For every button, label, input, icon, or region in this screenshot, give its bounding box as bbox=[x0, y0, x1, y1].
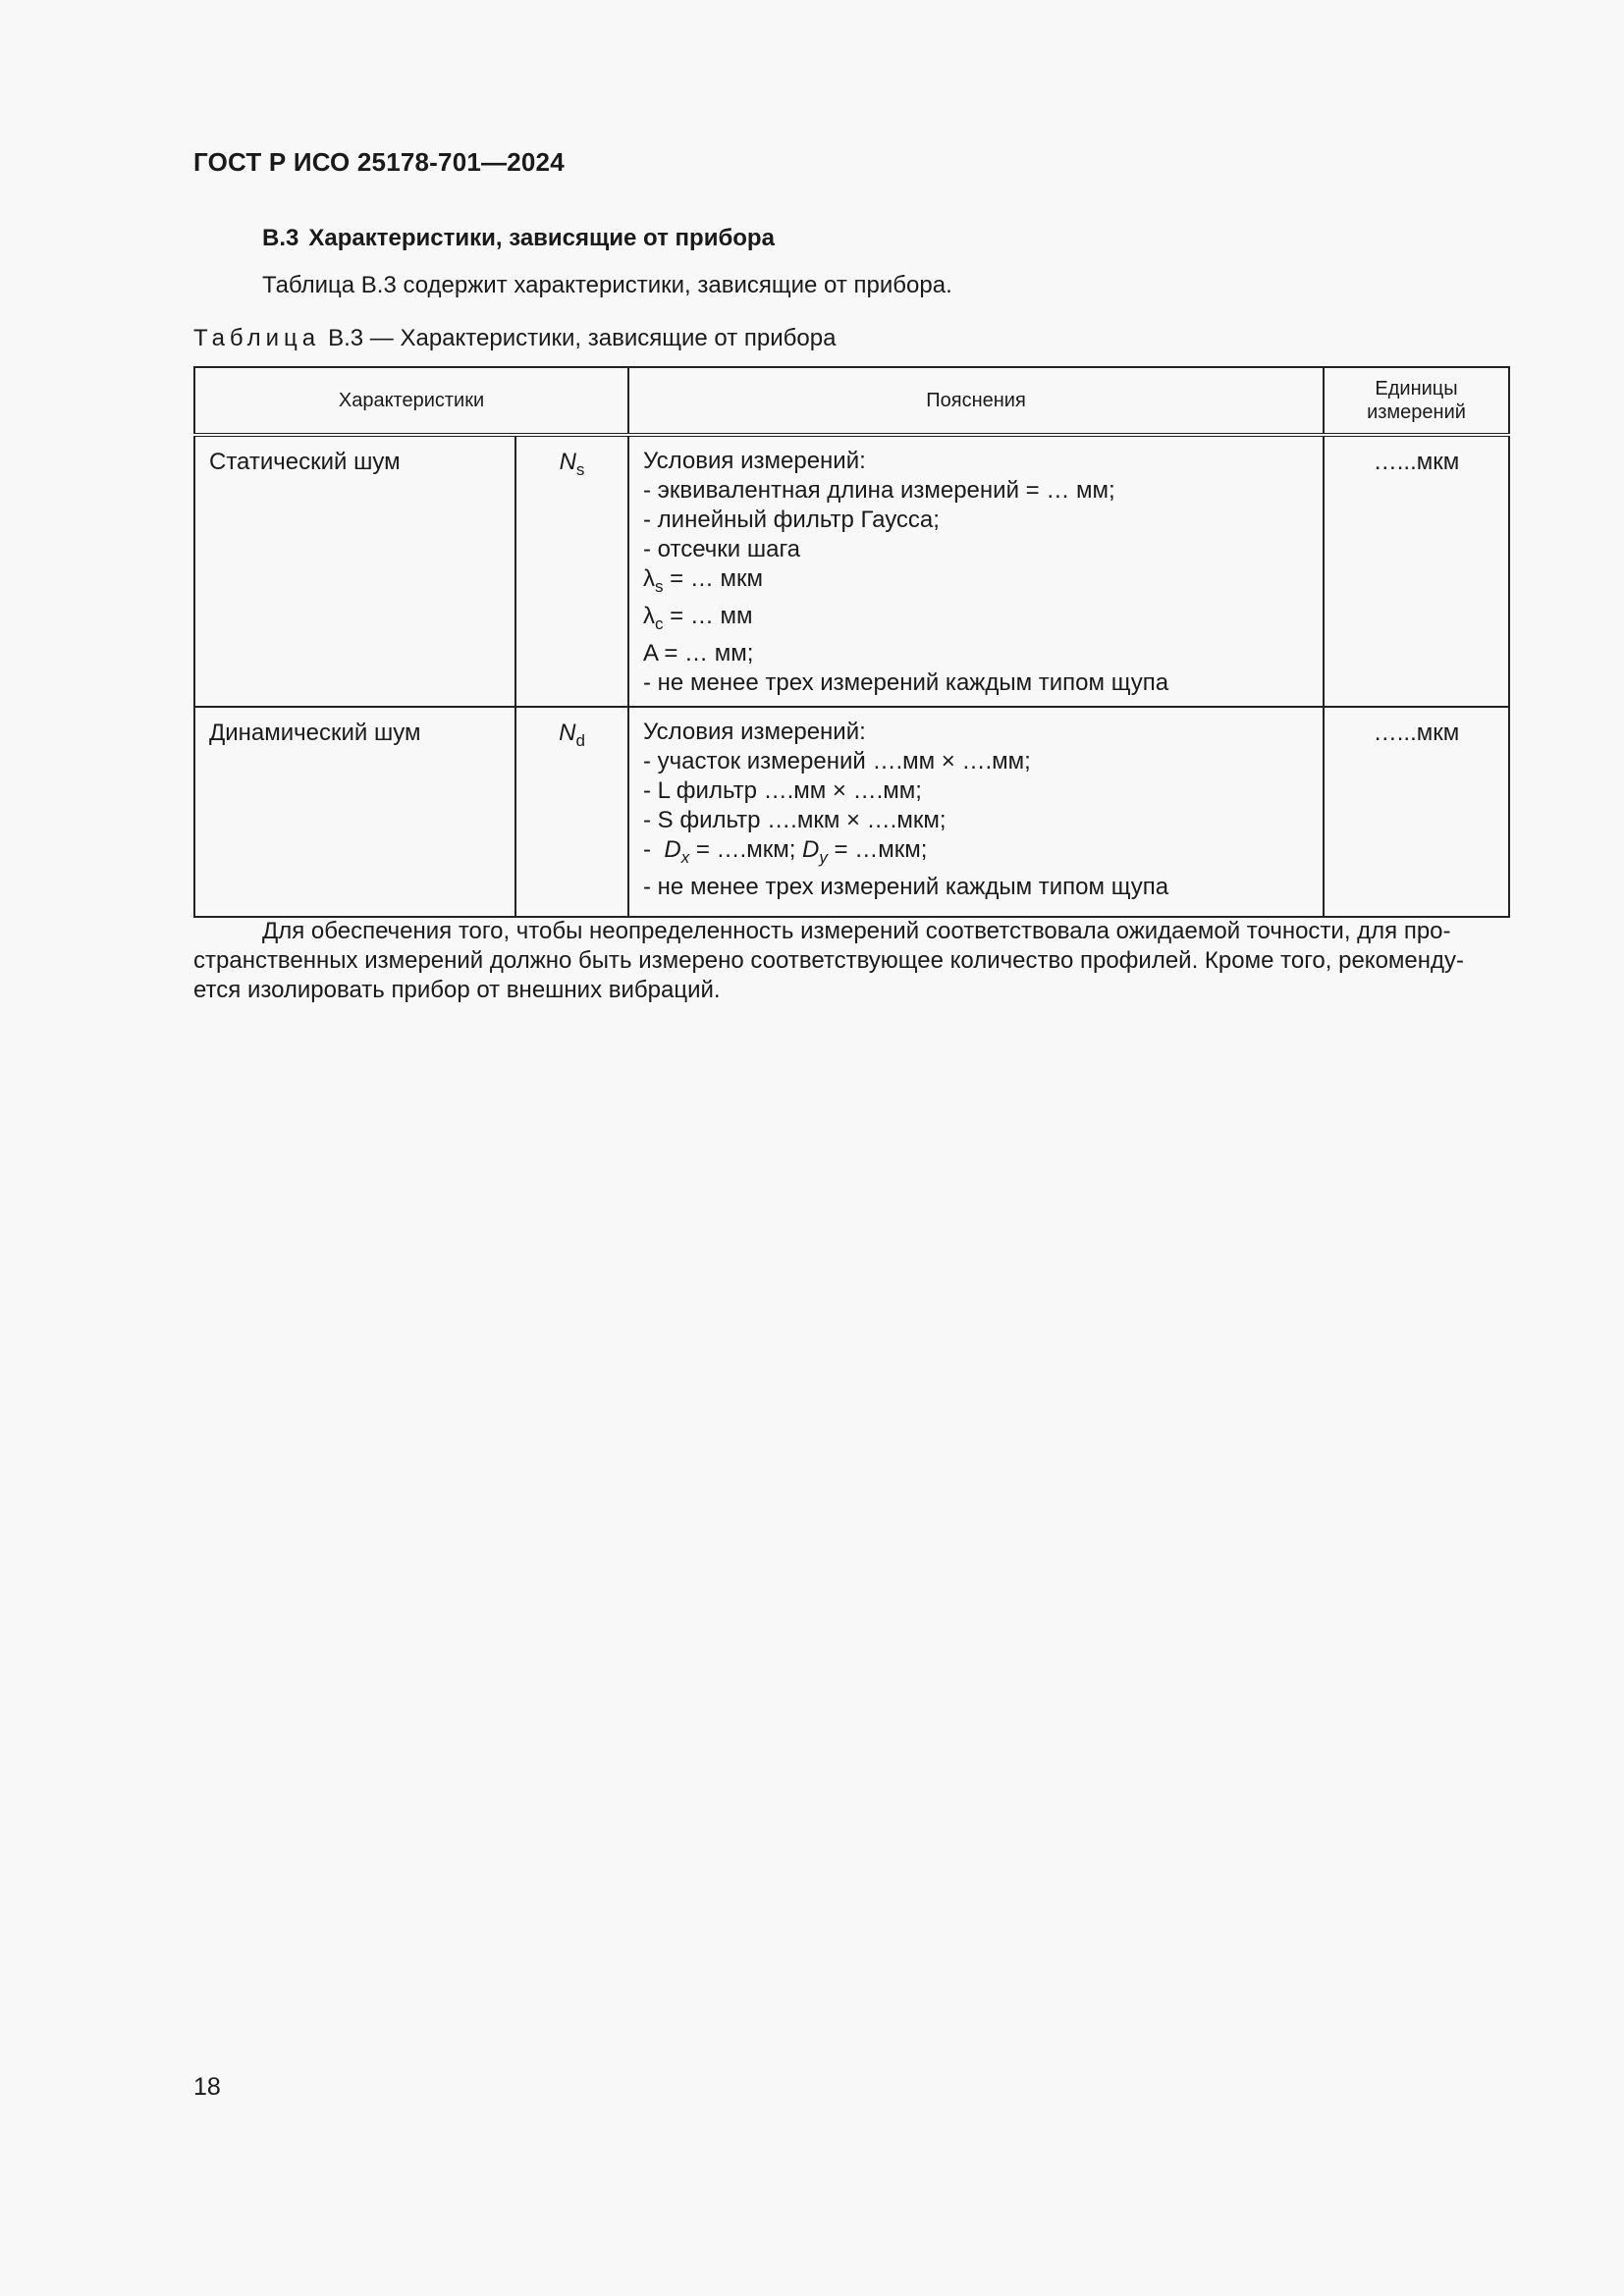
row-unit: …...мкм bbox=[1324, 707, 1509, 917]
body-paragraph bbox=[193, 917, 1508, 1005]
lambda-value: = … мм bbox=[663, 602, 753, 629]
explanation-line: - линейный фильтр Гаусса; bbox=[643, 507, 940, 533]
document-header: ГОСТ Р ИСО 25178-701—2024 bbox=[193, 147, 565, 177]
explanation-line: - S фильтр ….мкм × ….мкм; bbox=[643, 807, 947, 833]
dx-subscript: x bbox=[680, 847, 690, 867]
explanation-line: - не менее трех измерений каждым типом щупа bbox=[643, 873, 1169, 900]
explanation-line: - участок измерений ….мм × ….мм; bbox=[643, 748, 1031, 774]
explanation-line: - отсечки шага bbox=[643, 536, 801, 562]
section-title-text: Характеристики, зависящие от прибора bbox=[308, 225, 775, 251]
table-header-row bbox=[194, 367, 1509, 435]
header-units bbox=[1324, 367, 1509, 435]
lambda-subscript: s bbox=[655, 576, 664, 596]
table-caption-label: Таблица bbox=[193, 325, 321, 351]
header-explanations: Пояснения bbox=[628, 367, 1324, 435]
row-symbol bbox=[515, 707, 628, 917]
table-row bbox=[194, 707, 1509, 917]
symbol-subscript: d bbox=[575, 730, 585, 750]
lambda-subscript: c bbox=[655, 614, 664, 633]
explanation-line: - эквивалентная длина измерений = … мм; bbox=[643, 477, 1115, 504]
explanation-line: - L фильтр ….мм × ….мм; bbox=[643, 777, 922, 804]
section-intro: Таблица В.3 содержит характеристики, зависящие от прибора. bbox=[262, 272, 952, 298]
header-units-line1: Единицы bbox=[1375, 378, 1458, 400]
symbol-subscript: s bbox=[575, 459, 585, 479]
table-row bbox=[194, 435, 1509, 707]
explanation-line bbox=[643, 835, 1309, 873]
explanation-line: Условия измерений: bbox=[643, 719, 866, 745]
explanation-line: Условия измерений: bbox=[643, 448, 866, 474]
explanation-line: - не менее трех измерений каждым типом щупа bbox=[643, 668, 1169, 696]
table-caption bbox=[193, 325, 836, 352]
dy-subscript: y bbox=[819, 847, 828, 867]
dx-symbol: D bbox=[664, 836, 681, 863]
explanation-line: A = … мм; bbox=[643, 639, 754, 667]
characteristics-table bbox=[193, 366, 1510, 918]
row-name: Статический шум bbox=[194, 435, 515, 707]
explanation-line bbox=[643, 602, 1309, 639]
table-caption-text: В.3 — Характеристики, зависящие от прибора bbox=[328, 325, 837, 351]
dy-symbol: D bbox=[802, 836, 820, 863]
dy-value: = …мкм; bbox=[827, 836, 928, 863]
explanation-line bbox=[643, 564, 1309, 602]
row-explanation bbox=[628, 707, 1324, 917]
row-symbol bbox=[515, 435, 628, 707]
lambda-symbol: λ bbox=[643, 602, 656, 629]
paragraph-line: ется изолировать прибор от внешних вибраций. bbox=[193, 977, 721, 1003]
page-number: 18 bbox=[193, 2073, 221, 2101]
section-number: B.3 bbox=[262, 225, 299, 251]
lambda-symbol: λ bbox=[643, 565, 656, 592]
header-characteristics: Характеристики bbox=[194, 367, 628, 435]
row-name: Динамический шум bbox=[194, 707, 515, 917]
lambda-value: = … мкм bbox=[663, 565, 764, 592]
dash-prefix: - bbox=[643, 836, 665, 863]
symbol-main: N bbox=[559, 720, 576, 746]
row-unit: …...мкм bbox=[1324, 435, 1509, 707]
dx-value: = ….мкм; bbox=[689, 836, 803, 863]
paragraph-line: Для обеспечения того, чтобы неопределенность измерений соответствовала ожидаемой точности, для про- bbox=[262, 918, 1451, 944]
row-explanation bbox=[628, 435, 1324, 707]
section-title bbox=[262, 225, 775, 252]
paragraph-line: странственных измерений должно быть измерено соответствующее количество профилей. Кроме того, рекоменду- bbox=[193, 947, 1465, 974]
header-units-line2: измерений bbox=[1367, 401, 1466, 423]
symbol-main: N bbox=[559, 449, 576, 475]
